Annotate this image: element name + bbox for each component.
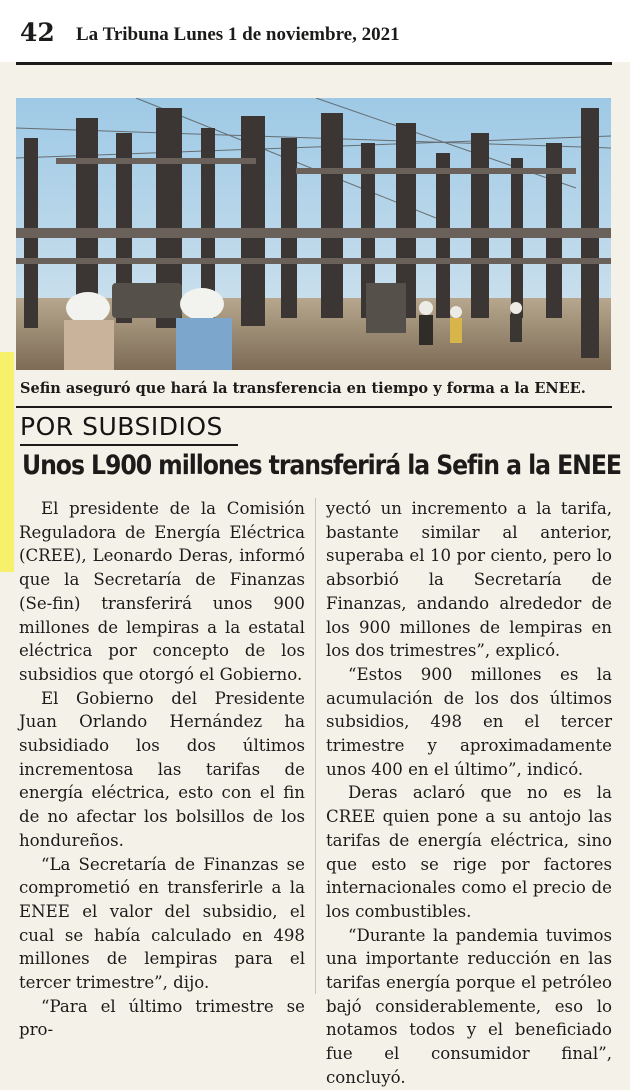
paragraph: “Para el último trimestre se pro- [19, 996, 305, 1040]
paragraph: “La Secretaría de Finanzas se comprometió en transferirle a la ENEE el valor del subsidio, el cual se había calculado en 498 millones de lempiras para el tercer trimestre”, dijo. [19, 854, 305, 993]
newspaper-name: La Tribuna [76, 24, 169, 45]
header-rule [16, 62, 612, 65]
article-column-right [326, 497, 612, 1090]
paragraph: yectó un incremento a la tarifa, bastante similar al anterior, superaba el 10 por ciento, pero lo absorbió la Secretaría de Finanzas, andando alrededor de los 900 millones de lempiras en los dos trimestres”, explicó. [326, 499, 612, 661]
caption-rule [16, 406, 612, 408]
page-number: 42 [20, 18, 55, 47]
paragraph: “Durante la pandemia tuvimos una importante reducción en las tarifas energía porque el petróleo bajó considerablemente, eso lo notamos todos y el beneficiado fue el consumidor final”, concluyó. [326, 925, 612, 1087]
column-divider [315, 498, 316, 994]
page-header [0, 0, 630, 62]
issue-date: Lunes 1 de noviembre, 2021 [173, 24, 400, 45]
article-headline: Unos L900 millones transferirá la Sefin a la ENEE [22, 450, 621, 481]
paragraph: “Estos 900 millones es la acumulación de los dos últimos subsidios, 498 en el tercer trimestre y aproximadamente unos 400 en el último”, indicó. [326, 664, 612, 779]
substation-photo-illustration [16, 98, 611, 370]
paragraph: El presidente de la Comisión Reguladora de Energía Eléctrica (CREE), Leonardo Deras, informó que la Secretaría de Finanzas (Se-fin) transferirá unos 900 millones de lempiras a la estatal eléctrica por concepto de los subsidios que otorgó el Gobierno. [19, 499, 305, 684]
article-column-left [19, 497, 305, 1042]
paragraph: Deras aclaró que no es la CREE quien pone a su antojo las tarifas de energía eléctrica, sino que esto se rige por factores internacionales como el precio de los combustibles. [326, 783, 612, 921]
article-photo [16, 98, 611, 370]
highlighter-mark [0, 352, 14, 572]
article-kicker: POR SUBSIDIOS [20, 412, 223, 441]
masthead [76, 24, 400, 46]
kicker-underline [20, 444, 238, 446]
photo-caption: Sefin aseguró que hará la transferencia en tiempo y forma a la ENEE. [20, 380, 586, 397]
paragraph: El Gobierno del Presidente Juan Orlando Hernández ha subsidiado los dos últimos incrementosa las tarifas de energía eléctrica, esto con el fin de no afectar los bolsillos de los hondureños. [19, 688, 305, 850]
